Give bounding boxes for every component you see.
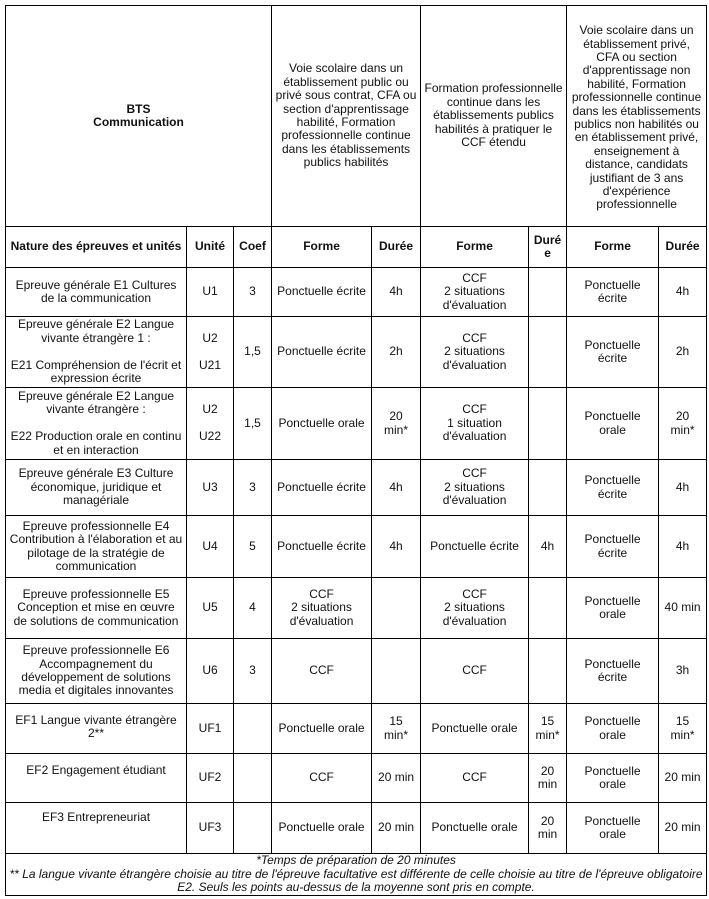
cell-nature: EF2 Engagement étudiant [6,754,187,803]
table-title [6,6,272,227]
cell-coef: 3 [234,639,272,704]
table-row [6,516,707,578]
cell-duree-3: 15 min* [659,704,707,754]
table-row [6,317,707,388]
title-line-2: Communication [93,115,184,129]
table-row [6,268,707,317]
cell-forme-1: Ponctuelle orale [272,803,372,854]
group-header-public: Voie scolaire dans un établissement public ou privé sous contrat, CFA ou section d'apprentissage habilité, Formation professionnelle continue dans les établissements publics habilités [272,6,421,227]
col-header-forme-3: Forme [567,227,659,268]
cell-duree-2: 20 min [529,754,567,803]
cell-forme-3: Ponctuelle orale [567,754,659,803]
cell-unite: UF1 [187,704,234,754]
cell-duree-3: 4h [659,268,707,317]
cell-duree-2: 20 min [529,803,567,854]
cell-unite: U3 [187,460,234,516]
table-row [6,639,707,704]
cell-duree-3: 20 min* [659,388,707,460]
footnotes [6,854,707,896]
cell-forme-3: Ponctuelle orale [567,704,659,754]
cell-duree-1: 2h [372,317,421,388]
cell-forme-1: Ponctuelle écrite [272,516,372,578]
title-line-1: BTS [126,101,151,116]
table-row [6,803,707,854]
cell-duree-1: 20 min [372,803,421,854]
col-header-duree-3: Durée [659,227,707,268]
cell-nature: EF3 Entrepreneuriat [6,803,187,854]
cell-coef [234,754,272,803]
cell-duree-1: 15 min* [372,704,421,754]
cell-forme-1: Ponctuelle écrite [272,460,372,516]
group-header-non-habilite: Voie scolaire dans un établissement privé, CFA ou section d'apprentissage non habilité, Formation professionnelle continue dans les établissements publics non habilités ou en établissement privé, enseignement à distance, candidats justifiant de 3 ans d'expérience professionnelle [567,6,707,227]
cell-forme-2: CCF 2 situations d'évaluation [421,460,529,516]
cell-nature: Epreuve générale E1 Cultures de la communication [6,268,187,317]
cell-forme-2: CCF [421,754,529,803]
group-header-row [6,6,707,227]
cell-duree-3: 4h [659,460,707,516]
cell-coef: 5 [234,516,272,578]
cell-duree-2 [529,388,567,460]
cell-duree-1: 4h [372,460,421,516]
cell-duree-1: 20 min* [372,388,421,460]
cell-forme-1: Ponctuelle écrite [272,268,372,317]
cell-duree-3: 20 min [659,754,707,803]
cell-forme-2: Ponctuelle orale [421,704,529,754]
cell-coef [234,803,272,854]
footnote-1: *Temps de préparation de 20 minutes [256,853,456,868]
cell-duree-3: 40 min [659,578,707,639]
cell-duree-2 [529,639,567,704]
cell-nature: Epreuve générale E2 Langue vivante étrangère : E22 Production orale en continu et en interaction [6,388,187,460]
cell-forme-3: Ponctuelle orale [567,578,659,639]
table-row [6,704,707,754]
cell-duree-2: 15 min* [529,704,567,754]
cell-forme-2: Ponctuelle écrite [421,516,529,578]
cell-forme-2: CCF [421,639,529,704]
cell-forme-2: CCF 1 situation d'évaluation [421,388,529,460]
cell-forme-2: CCF 2 situations d'évaluation [421,578,529,639]
cell-duree-2 [529,460,567,516]
cell-unite: UF3 [187,803,234,854]
footnote-row [6,854,707,896]
cell-duree-1: 20 min [372,754,421,803]
cell-coef: 1,5 [234,388,272,460]
cell-duree-3: 3h [659,639,707,704]
cell-forme-3: Ponctuelle écrite [567,268,659,317]
table-row [6,578,707,639]
cell-forme-3: Ponctuelle orale [567,803,659,854]
cell-nature: Epreuve professionnelle E4 Contribution à l'élaboration et au pilotage de la stratégie de communication [6,516,187,578]
cell-duree-1 [372,578,421,639]
cell-forme-1: CCF 2 situations d'évaluation [272,578,372,639]
cell-duree-3: 4h [659,516,707,578]
cell-coef: 3 [234,460,272,516]
cell-nature: Epreuve générale E3 Culture économique, juridique et managériale [6,460,187,516]
table-row [6,388,707,460]
cell-coef: 3 [234,268,272,317]
cell-forme-1: CCF [272,754,372,803]
col-header-forme-1: Forme [272,227,372,268]
cell-duree-2: 4h [529,516,567,578]
col-header-duree-1: Durée [372,227,421,268]
cell-duree-1: 4h [372,268,421,317]
cell-nature: Epreuve professionnelle E5 Conception et mise en œuvre de solutions de communication [6,578,187,639]
cell-nature: Epreuve professionnelle E6 Accompagnement du développement de solutions media et digitales innovantes [6,639,187,704]
cell-duree-3: 2h [659,317,707,388]
table-row [6,460,707,516]
cell-nature: EF1 Langue vivante étrangère 2** [6,704,187,754]
cell-forme-1: Ponctuelle écrite [272,317,372,388]
exam-table [5,5,707,896]
cell-duree-2 [529,268,567,317]
cell-unite: U2 U21 [187,317,234,388]
cell-forme-3: Ponctuelle écrite [567,460,659,516]
cell-unite: U4 [187,516,234,578]
cell-unite: U6 [187,639,234,704]
cell-duree-3: 20 min [659,803,707,854]
cell-duree-2 [529,317,567,388]
col-header-nature: Nature des épreuves et unités [6,227,187,268]
cell-unite: U5 [187,578,234,639]
cell-forme-1: Ponctuelle orale [272,704,372,754]
cell-coef: 1,5 [234,317,272,388]
cell-unite: U2 U22 [187,388,234,460]
cell-nature: Epreuve générale E2 Langue vivante étrangère 1 : E21 Compréhension de l'écrit et expression écrite [6,317,187,388]
cell-forme-3: Ponctuelle écrite [567,317,659,388]
col-header-unite: Unité [187,227,234,268]
column-header-row [6,227,707,268]
cell-unite: U1 [187,268,234,317]
cell-forme-2: CCF 2 situations d'évaluation [421,268,529,317]
cell-coef [234,704,272,754]
cell-forme-1: Ponctuelle orale [272,388,372,460]
cell-coef: 4 [234,578,272,639]
col-header-coef: Coef [234,227,272,268]
cell-forme-1: CCF [272,639,372,704]
cell-duree-1: 4h [372,516,421,578]
cell-forme-3: Ponctuelle orale [567,388,659,460]
cell-duree-1 [372,639,421,704]
cell-forme-2: Ponctuelle orale [421,803,529,854]
col-header-forme-2: Forme [421,227,529,268]
cell-duree-2 [529,578,567,639]
group-header-ccf-etendu: Formation professionnelle continue dans les établissements publics habilités à pratiquer le CCF étendu [421,6,567,227]
col-header-duree-2: Duré e [529,227,567,268]
cell-forme-3: Ponctuelle écrite [567,516,659,578]
cell-forme-3: Ponctuelle écrite [567,639,659,704]
table-row [6,754,707,803]
footnote-2: ** La langue vivante étrangère choisie au titre de l'épreuve facultative est différente de celle choisie au titre de l'épreuve obligatoire E2. Seuls les points au-dessus de la moyenne sont pris en compte. [9,866,703,895]
cell-unite: UF2 [187,754,234,803]
cell-forme-2: CCF 2 situations d'évaluation [421,317,529,388]
